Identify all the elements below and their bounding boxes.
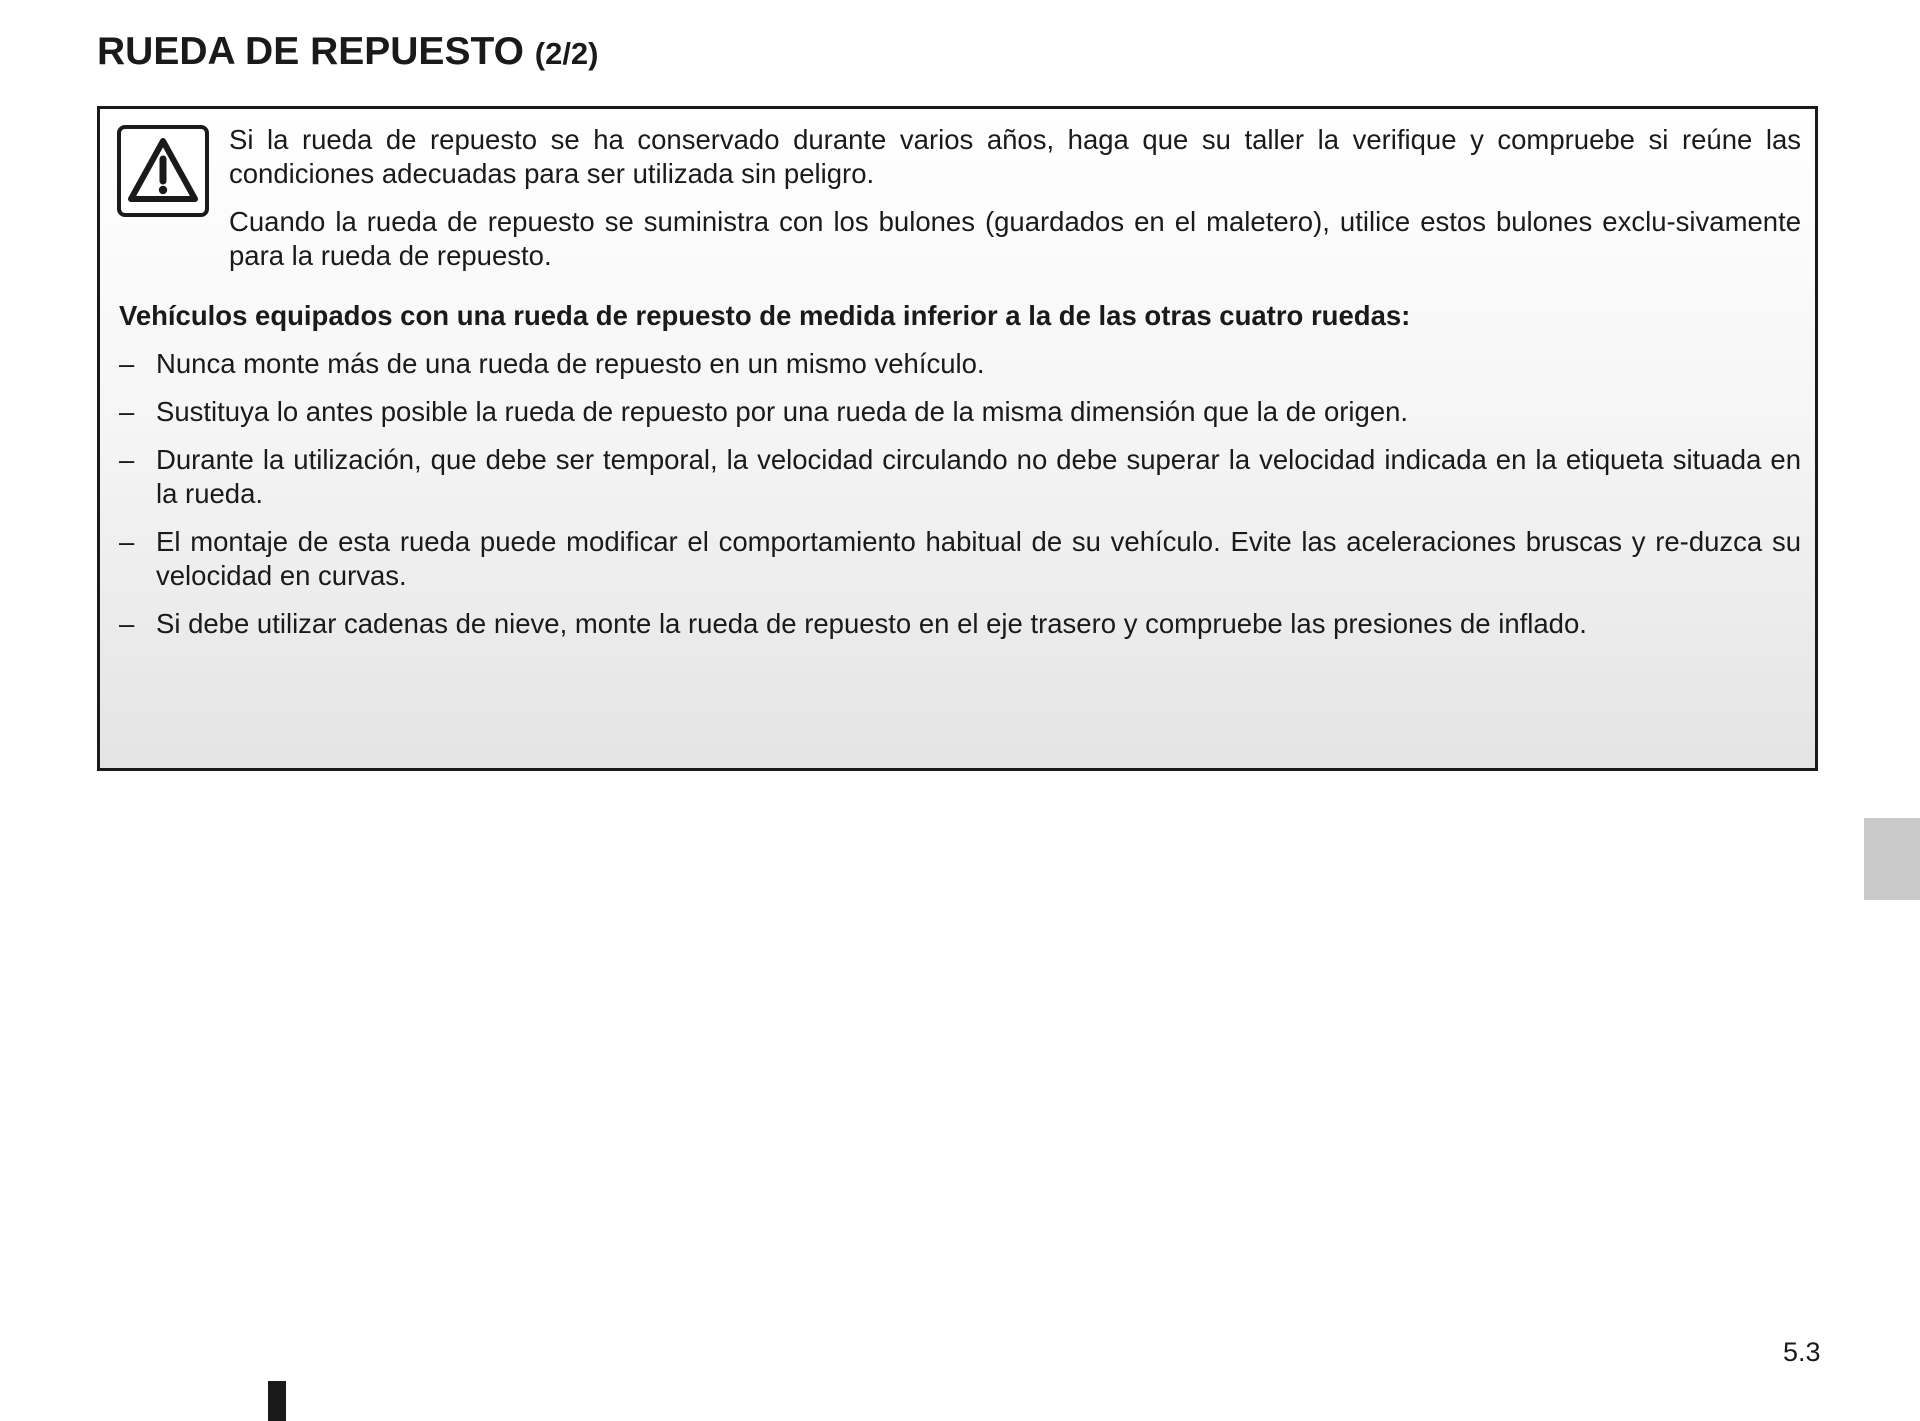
- page-title-suffix: (2/2): [534, 36, 599, 71]
- crop-mark: [268, 1381, 286, 1421]
- chapter-side-tab: [1864, 818, 1920, 900]
- list-item-text: Sustituya lo antes posible la rueda de repuesto por una rueda de la misma dimensión que la de origen.: [156, 396, 1409, 427]
- list-item: [119, 395, 1801, 429]
- warning-box: [97, 106, 1818, 771]
- list-item-text: Nunca monte más de una rueda de repuesto en un mismo vehículo.: [156, 348, 985, 379]
- list-item: [119, 347, 1801, 381]
- bullet-dash: –: [119, 396, 135, 427]
- bullet-dash: –: [119, 526, 135, 557]
- warning-section: [119, 299, 1801, 655]
- warning-intro: [229, 123, 1801, 287]
- list-item: [119, 607, 1801, 641]
- warning-paragraph: Si la rueda de repuesto se ha conservado durante varios años, haga que su taller la verifique y compruebe si reúne las condiciones adecuadas para ser utilizada sin peligro.: [229, 124, 1801, 189]
- list-item-text: Durante la utilización, que debe ser temporal, la velocidad circulando no debe superar la velocidad indicada en la etiqueta situada en la rueda.: [156, 444, 1801, 509]
- warning-paragraph: Cuando la rueda de repuesto se suministra con los bulones (guardados en el maletero), utilice estos bulones exclu-sivamente para la rueda de repuesto.: [229, 206, 1801, 271]
- page-title: [97, 30, 599, 74]
- list-item-text: Si debe utilizar cadenas de nieve, monte la rueda de repuesto en el eje trasero y compruebe las presiones de inflado.: [156, 608, 1587, 639]
- list-item-text: El montaje de esta rueda puede modificar el comportamiento habitual de su vehículo. Evite las aceleraciones bruscas y re-duzca su velocidad en curvas.: [156, 526, 1801, 591]
- section-heading: Vehículos equipados con una rueda de repuesto de medida inferior a la de las otras cuatro ruedas:: [119, 300, 1411, 331]
- bullet-list: [119, 347, 1801, 641]
- page-title-text: RUEDA DE REPUESTO: [97, 30, 524, 73]
- warning-triangle-icon: [117, 125, 209, 217]
- list-item: [119, 443, 1801, 511]
- bullet-dash: –: [119, 444, 135, 475]
- list-item: [119, 525, 1801, 593]
- bullet-dash: –: [119, 608, 135, 639]
- bullet-dash: –: [119, 348, 135, 379]
- page-number: 5.3: [1783, 1337, 1821, 1367]
